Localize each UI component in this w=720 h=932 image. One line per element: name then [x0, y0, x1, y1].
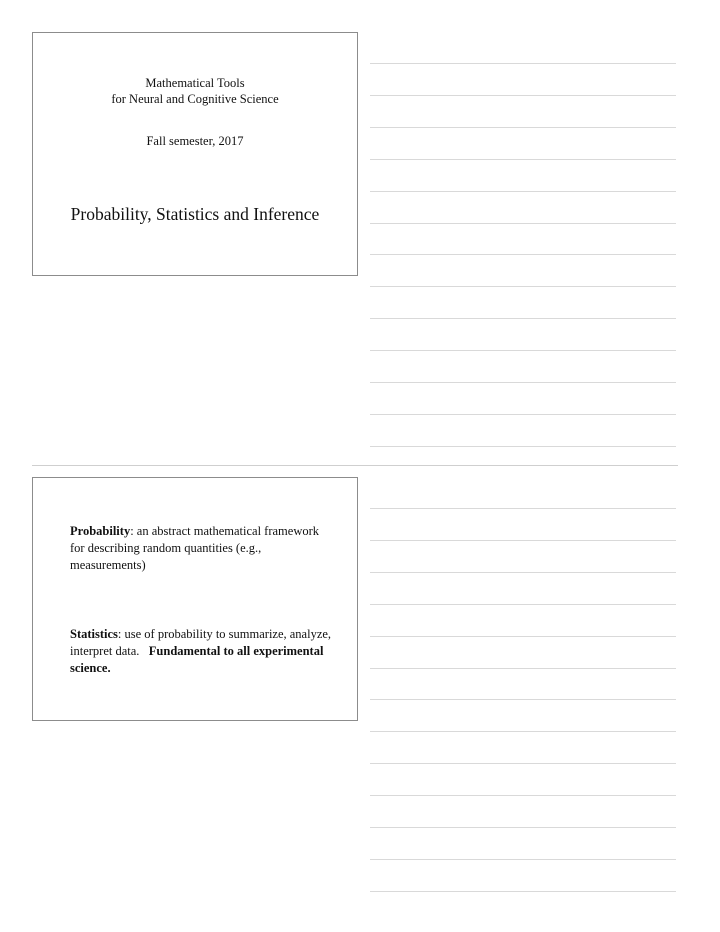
- note-line: [370, 604, 676, 605]
- note-line: [370, 540, 676, 541]
- note-line: [370, 191, 676, 192]
- note-line: [370, 159, 676, 160]
- note-line: [370, 572, 676, 573]
- note-line: [370, 414, 676, 415]
- note-line: [370, 731, 676, 732]
- probability-definition: : an abstract mathematical framework for describing random quantities (e.g., measurements): [70, 524, 320, 572]
- note-line: [370, 508, 676, 509]
- note-line: [370, 636, 676, 637]
- note-line: [370, 286, 676, 287]
- note-line: [370, 668, 676, 669]
- note-line: [370, 827, 676, 828]
- note-line: [370, 382, 676, 383]
- statistics-emphasis: Fundamental to all experimental science.: [70, 644, 324, 675]
- note-line: [370, 318, 676, 319]
- note-line: [370, 763, 676, 764]
- note-line: [370, 223, 676, 224]
- probability-paragraph: [70, 523, 335, 574]
- note-line: [370, 795, 676, 796]
- statistics-term: Statistics: [70, 627, 118, 641]
- note-line: [370, 891, 676, 892]
- slide-2: [32, 477, 358, 721]
- course-title-line-1: Mathematical Tools: [145, 76, 245, 90]
- probability-term: Probability: [70, 524, 131, 538]
- note-line: [370, 63, 676, 64]
- semester: Fall semester, 2017: [146, 134, 244, 148]
- note-line: [370, 350, 676, 351]
- statistics-paragraph: [70, 626, 335, 677]
- page-divider: [32, 465, 678, 466]
- course-title-line-2: for Neural and Cognitive Science: [111, 92, 279, 106]
- note-line: [370, 95, 676, 96]
- note-line: [370, 127, 676, 128]
- note-line: [370, 859, 676, 860]
- statistics-definition: : use of probability to summarize, analyze, interpret data.: [70, 627, 332, 658]
- note-line: [370, 699, 676, 700]
- note-line: [370, 254, 676, 255]
- lecture-topic: Probability, Statistics and Inference: [70, 204, 320, 224]
- note-line: [370, 446, 676, 447]
- slide-1: [32, 32, 358, 276]
